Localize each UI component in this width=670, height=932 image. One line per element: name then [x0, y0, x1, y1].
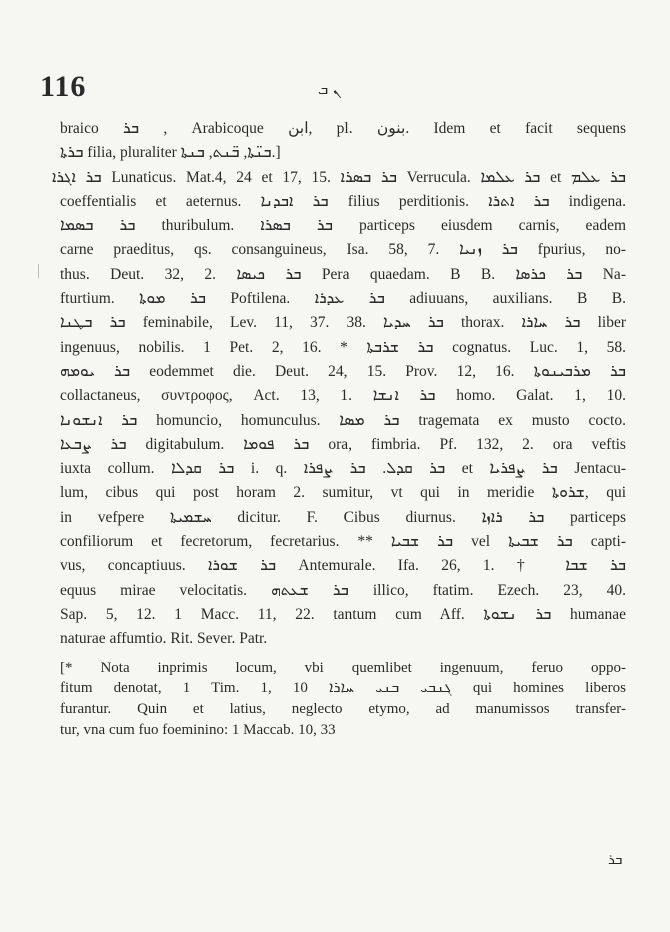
entry-line: coeffentialis et aeternus. ܒܪ ܐܒܕܢܐ filius perditionis. ܒܪ ܐܬܪܐ indigena.: [60, 192, 626, 210]
entry-line: in vefpere ܚܫܡܝܬܐ dicitur. F. Cibus diurnus. ܒܪ ܪܐܙܐ particeps: [60, 508, 626, 526]
entry-line: lum, cibus qui post horam 2. sumitur, vt qui in meridie ܫܪܘܬܐ, qui: [60, 484, 626, 502]
entry-line: fturtium. ܒܪ ܡܘܬܐ Poftilena. ܒܪ ܥܕܪܐ adiuuans, auxilians. B B.: [60, 290, 626, 308]
entry-line: ܒܪ ܒܛܢܐ feminabile, Lev. 11, 37. 38. ܒܪ ܚܕܝܐ thorax. ܒܪ ܚܐܪܐ liber: [60, 314, 626, 332]
entry-line: ܒܪ ܝܘܡܗ eodemmet die. Deut. 24, 15. Prov. 12, 16. ܒܪ ܡܪܒܝܢܘܬܐ: [60, 362, 626, 380]
footnote-line: fitum denotat, 1 Tim. 1, 10 ܓܢܒܝ ܒܢܝ ܚܐܪܐ qui homines liberos: [60, 680, 626, 697]
entry-line: braico ܒܪ , Arabicoque ابن, pl. بنون. Idem et facit sequens: [60, 120, 626, 137]
dictionary-entries: [52, 117, 626, 741]
entry-line: ܒܪ ܐܓܪܐ Lunaticus. Mat.4, 24 et 17, 15. ܒܪ ܒܣܪܐ Verrucula. ܒܪ ܥܠܡܐ et ܒܪ ܥܠܡ: [52, 168, 626, 186]
page-number: 116: [40, 70, 87, 103]
running-head: ܢ ܒ: [318, 80, 342, 98]
entry-line: confiliorum et fecretorum, fecretarius. ** ܒܪ ܫܒܝܐ vel ܒܪ ܫܒܝܬܐ capti-: [60, 533, 626, 551]
entry-line: carne praeditus, qs. consanguineus, Isa. 58, 7. ܒܪ ܙܢܝܐ fpurius, no-: [60, 241, 626, 259]
entry-line: ܒܪܬܐ filia, pluraliter ܒܢ̈ܬܐ, ܒ̈ܢܬ, ܒܢܬܐ.]: [60, 144, 281, 162]
entry-line: iuxta collum. ܒܪ ܩܕܠܐ i. q. ܒܪ ܩܕܠ. ܒܪ ܨܦܪܐ et ܒܪ ܨܦܪܝܐ Jentacu-: [60, 460, 626, 478]
entry-line: thus. Deut. 32, 2. ܒܪ ܟܝܣܐ Pera quaedam. B B. ܒܪ ܟܪܣܐ Na-: [60, 265, 626, 283]
margin-mark: [38, 264, 39, 278]
footnote-line: [* Nota inprimis locum, vbi quemlibet ingenuum, feruo oppo-: [60, 659, 626, 676]
entry-line: ܒܪ ܨܒܥܐ digitabulum. ܒܪ ܦܘܡܐ ora, fimbria. Pf. 132, 2. ora veftis: [60, 435, 626, 453]
entry-line: collactaneus, συντροφος, Act. 13, 1. ܒܪ ܐܢܫܐ homo. Galat. 1, 10.: [60, 387, 626, 405]
entry-line: vus, concaptiuus. ܒܪ ܫܘܪܐ Antemurale. Ifa. 26, 1. † ܒܪ ܫܒܐ: [60, 557, 626, 575]
entry-line: ܒܪ ܒܣܡܐ thuribulum. ܒܪ ܒܣܪܐ particeps eiusdem carnis, eadem: [60, 217, 626, 235]
page-header: [0, 70, 670, 110]
entry-line: Sap. 5, 12. 1 Macc. 11, 22. tantum cum Aff. ܒܪ ܢܫܘܬܐ humanae: [60, 605, 626, 623]
entry-line: ingenuus, nobilis. 1 Pet. 2, 16. * ܒܪ ܫܪܒܬܐ cognatus. Luc. 1, 58.: [60, 338, 626, 356]
footnote-line: tur, vna cum fuo foeminino: 1 Maccab. 10, 33: [60, 721, 336, 738]
catchword: ܒܪ: [608, 852, 623, 868]
footnote-line: furantur. Quin et latius, neglecto etymo, ad manumissos transfer-: [60, 701, 626, 718]
entry-line: equus mirae velocitatis. ܒܪ ܫܥܬܗ illico, ftatim. Ezech. 23, 40.: [60, 581, 626, 599]
entry-line: ܒܪ ܐܢܫܘܢܐ homuncio, homunculus. ܒܪ ܡܣܐ tragemata ex musto cocto.: [60, 411, 626, 429]
entry-line: naturae affumtio. Rit. Sever. Patr.: [60, 630, 268, 648]
